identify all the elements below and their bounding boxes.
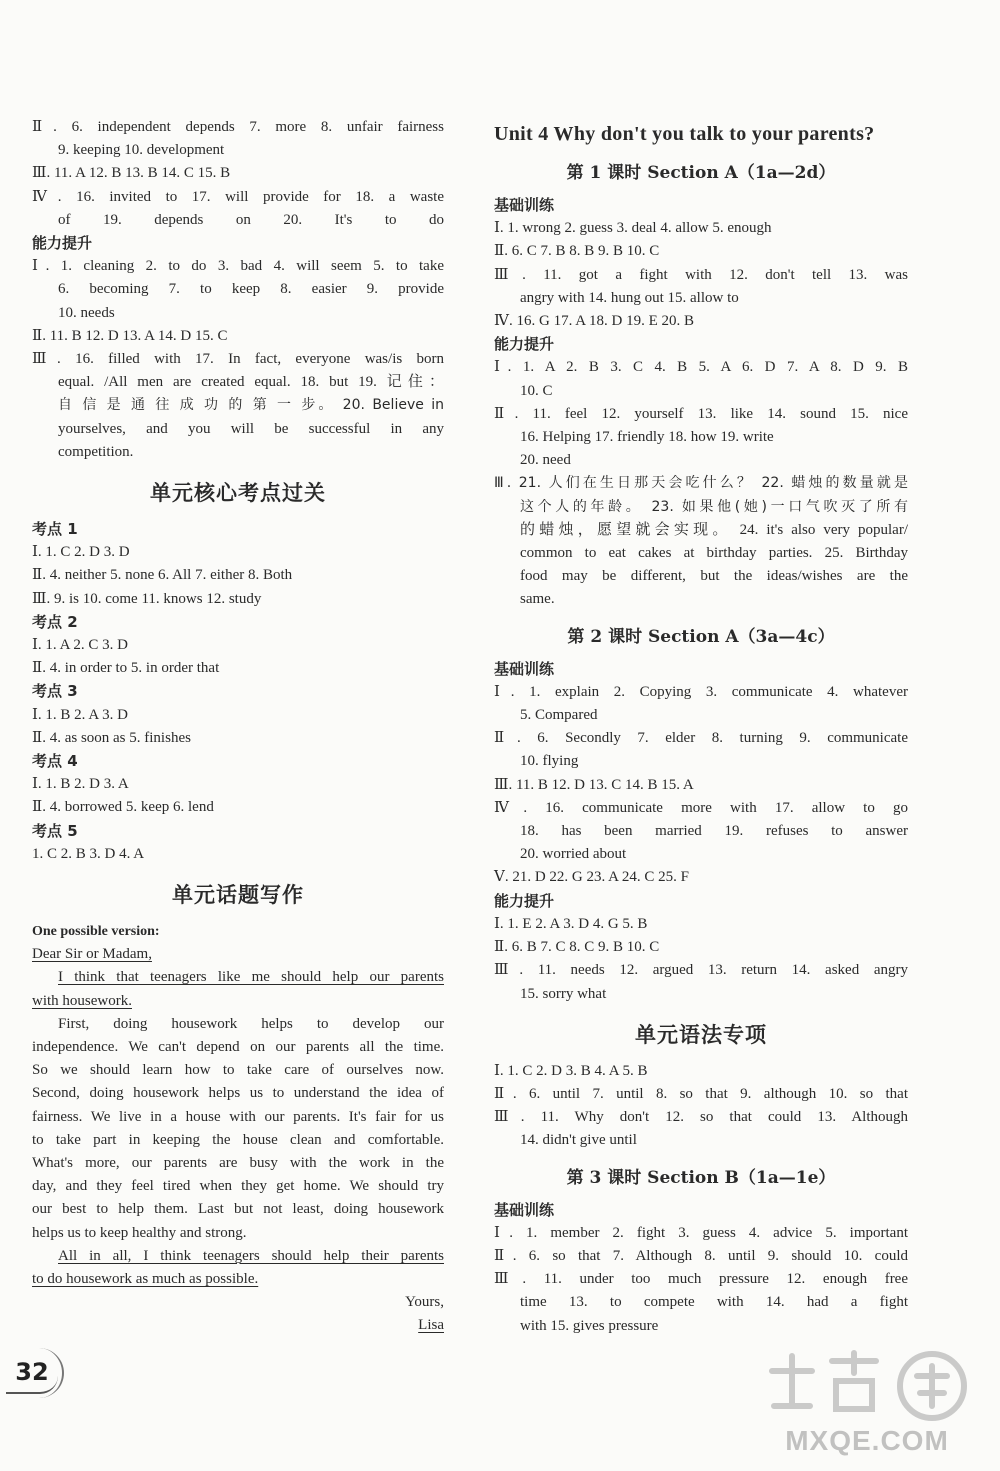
kaodian-label: 考点 1 bbox=[32, 520, 78, 539]
answer-line: 9. keeping 10. development bbox=[58, 142, 225, 159]
answer-line: Ⅲ. 11. B 12. D 13. C 14. B 15. A bbox=[494, 776, 694, 793]
answer-line: Ⅲ. 9. is 10. come 11. knows 12. study bbox=[32, 590, 262, 607]
answer-line: Ⅱ. 6. C 7. B 8. B 9. B 10. C bbox=[494, 243, 660, 260]
answer-line: 6. becoming 7. to keep 8. easier 9. provide bbox=[58, 281, 444, 298]
answer-line: 10. flying bbox=[520, 753, 579, 770]
essay-line bbox=[32, 1268, 444, 1291]
answer-line: Ⅰ. 1. B 2. A 3. D bbox=[32, 706, 128, 723]
essay-line: First, doing housework helps to develop our bbox=[58, 1015, 444, 1032]
answer-line: Ⅱ. 6. until 7. until 8. so that 9. although 10. so that bbox=[494, 1085, 908, 1102]
answer-line: Ⅰ. 1. cleaning 2. to do 3. bad 4. will seem 5. to take bbox=[32, 258, 444, 275]
essay-line: to take part in keeping the house clean and comfortable. bbox=[32, 1131, 444, 1148]
answer-line: 15. sorry what bbox=[520, 985, 607, 1002]
answer-line: Ⅲ. 11. under too much pressure 12. enough free bbox=[494, 1271, 908, 1288]
essay-line: independence. We can't depend on our parents all the time. bbox=[32, 1038, 444, 1055]
answer-line: 1. C 2. B 3. D 4. A bbox=[32, 845, 145, 862]
section-heading-jichu: 基础训练 bbox=[494, 659, 555, 678]
essay-line-text: to do housework as much as possible. bbox=[32, 1270, 259, 1287]
answer-line: Ⅱ. 4. borrowed 5. keep 6. lend bbox=[32, 799, 214, 816]
essay-line: fairness. We live in a house with our parents. It's fair for us bbox=[32, 1108, 444, 1125]
answer-line: Ⅴ. 21. D 22. G 23. A 24. C 25. F bbox=[494, 869, 690, 886]
section-heading-jichu: 基础训练 bbox=[494, 196, 555, 214]
answer-line: Ⅱ. 11. B 12. D 13. A 14. D 15. C bbox=[32, 327, 228, 344]
section-title-topic-writing: 单元话题写作 bbox=[172, 883, 304, 908]
answer-line: food may be different, but the ideas/wishes are the bbox=[520, 568, 908, 585]
answer-line: yourselves, and you will be successful in any bbox=[58, 420, 444, 437]
answer-line: 14. didn't give until bbox=[520, 1132, 637, 1149]
page-number: 32 bbox=[6, 1352, 58, 1394]
watermark bbox=[752, 1341, 982, 1461]
answers-block-1 bbox=[32, 116, 444, 232]
essay-line: So we should learn how to take care of ourselves now. bbox=[32, 1062, 444, 1079]
answer-line: 这个人的年龄。 23. 如果他(她)一口气吹灭了所有 bbox=[520, 498, 908, 515]
essay-line-text: with housework. bbox=[32, 992, 132, 1009]
kaodian-label: 考点 2 bbox=[32, 612, 78, 631]
answer-line: Ⅰ. 1. E 2. A 3. D 4. G 5. B bbox=[494, 915, 648, 932]
section-title-core-points: 单元核心考点过关 bbox=[150, 481, 326, 506]
right-column bbox=[494, 116, 908, 1338]
answer-line: Ⅰ. 1. A 2. C 3. D bbox=[32, 637, 128, 654]
answers-block-2 bbox=[32, 255, 444, 464]
essay-line: day, and they feel tired when they get home. We should try bbox=[32, 1178, 444, 1195]
answer-line: Ⅲ. 16. filled with 17. In fact, everyone was/is born bbox=[32, 351, 444, 368]
answer-line: Ⅰ. 1. wrong 2. guess 3. deal 4. allow 5. enough bbox=[494, 220, 772, 237]
answer-line: time 13. to compete with 14. had a fight bbox=[520, 1294, 908, 1311]
answer-line: Ⅰ. 1. A 2. B 3. C 4. B 5. A 6. D 7. A 8. D 9. B bbox=[494, 359, 908, 376]
kaodian-label: 考点 5 bbox=[32, 821, 78, 840]
answer-line: Ⅲ. 11. got a fight with 12. don't tell 13. was bbox=[494, 266, 908, 283]
answer-line: Ⅳ. 16. invited to 17. will provide for 18. a waste bbox=[32, 188, 444, 205]
answer-line: Ⅰ. 1. B 2. D 3. A bbox=[32, 776, 129, 793]
answer-line: competition. bbox=[58, 443, 134, 460]
answer-line: common to eat cakes at birthday parties. 25. Birthday bbox=[520, 545, 908, 562]
essay-line: Second, doing housework helps us to understand the idea of bbox=[32, 1085, 444, 1102]
section-heading-nengli: 能力提升 bbox=[494, 891, 555, 910]
answer-line: angry with 14. hung out 15. allow to bbox=[520, 289, 739, 306]
essay-signature bbox=[32, 1314, 444, 1337]
answer-line: same. bbox=[520, 591, 555, 608]
section-heading-jichu: 基础训练 bbox=[494, 1200, 555, 1219]
answer-line: 5. Compared bbox=[520, 707, 598, 724]
answer-line: Ⅰ. 1. C 2. D 3. D bbox=[32, 544, 130, 561]
unit-title: Unit 4 Why don't you talk to your parents? bbox=[494, 123, 875, 145]
answer-line: Ⅰ. 1. member 2. fight 3. guess 4. advice 5. important bbox=[494, 1224, 908, 1241]
lesson-title: 第 2 课时 Section A（3a—4c） bbox=[567, 626, 835, 647]
answer-line: 10. C bbox=[520, 382, 553, 399]
lesson-title: 第 3 课时 Section B（1a—1e） bbox=[566, 1167, 836, 1188]
essay-closing: Yours, bbox=[405, 1294, 444, 1311]
lesson-title: 第 1 课时 Section A（1a—2d） bbox=[566, 163, 836, 183]
answer-line: Ⅱ. 4. neither 5. none 6. All 7. either 8. Both bbox=[32, 567, 293, 584]
answer-line: Ⅱ. 11. feel 12. yourself 13. like 14. sound 15. nice bbox=[494, 405, 908, 422]
answer-line: 20. need bbox=[520, 452, 571, 469]
answer-line: Ⅲ. 11. A 12. B 13. B 14. C 15. B bbox=[32, 165, 231, 182]
essay-line: our best to help them. Last but not least, doing housework bbox=[32, 1201, 444, 1218]
answer-line: Ⅰ. 1. C 2. D 3. B 4. A 5. B bbox=[494, 1062, 648, 1079]
section-title-grammar: 单元语法专项 bbox=[635, 1022, 767, 1047]
answer-line: Ⅱ. 4. in order to 5. in order that bbox=[32, 660, 220, 677]
essay-line: What's more, our parents are busy with the work in the bbox=[32, 1154, 444, 1171]
answer-line: Ⅲ. 11. needs 12. argued 13. return 14. asked angry bbox=[494, 962, 908, 979]
answer-line: Ⅱ. 6. B 7. C 8. C 9. B 10. C bbox=[494, 939, 660, 956]
watermark-text: MXQE.COM bbox=[785, 1425, 949, 1456]
answer-line: equal. /All men are created equal. 18. but 19. 记住： bbox=[58, 374, 444, 391]
answer-line: Ⅲ. 11. Why don't 12. so that could 13. Although bbox=[494, 1109, 908, 1126]
essay-line: I think that teenagers like me should help our parents bbox=[58, 969, 444, 986]
answer-line: Ⅲ. 21. 人们在生日那天会吃什么？ 22. 蜡烛的数量就是 bbox=[494, 475, 908, 492]
answer-line: Ⅱ. 6. Secondly 7. elder 8. turning 9. communicate bbox=[494, 730, 908, 747]
signature-text: Lisa bbox=[418, 1317, 444, 1334]
kaodian-label: 考点 4 bbox=[32, 752, 78, 771]
answer-line: Ⅱ. 4. as soon as 5. finishes bbox=[32, 729, 191, 746]
answer-line: Ⅳ. 16. G 17. A 18. D 19. E 20. B bbox=[494, 313, 694, 330]
left-column bbox=[32, 116, 444, 1338]
answer-line: 18. has been married 19. refuses to answer bbox=[520, 823, 908, 840]
answer-line: Ⅳ. 16. communicate more with 17. allow to go bbox=[494, 799, 908, 816]
essay-salutation bbox=[32, 943, 444, 966]
salutation-text: Dear Sir or Madam, bbox=[32, 946, 152, 963]
answer-line: 10. needs bbox=[58, 304, 115, 321]
essay-line bbox=[32, 990, 444, 1013]
answer-line: Ⅱ. 6. independent depends 7. more 8. unfair fairness bbox=[32, 119, 444, 135]
essay-line: helps us to keep healthy and strong. bbox=[32, 1224, 247, 1241]
sample-version-label: One possible version: bbox=[32, 924, 160, 940]
kaodian-label: 考点 3 bbox=[32, 682, 78, 701]
answer-line: 自 信 是 通 往 成 功 的 第 一 步。 20. Believe in bbox=[58, 397, 444, 414]
answer-line: 20. worried about bbox=[520, 846, 627, 863]
answer-line: Ⅰ. 1. explain 2. Copying 3. communicate 4. whatever bbox=[494, 683, 908, 700]
watermark-logo-icon bbox=[752, 1341, 982, 1431]
answer-line: 16. Helping 17. friendly 18. how 19. write bbox=[520, 429, 774, 446]
answer-line: of 19. depends on 20. It's to do bbox=[58, 211, 444, 228]
answer-line: with 15. gives pressure bbox=[520, 1317, 659, 1334]
answer-line: 的蜡烛，愿望就会实现。 24. it's also very popular/ bbox=[520, 521, 908, 538]
section-heading-nengli: 能力提升 bbox=[32, 234, 93, 253]
essay-line: All in all, I think teenagers should help their parents bbox=[58, 1247, 444, 1264]
section-heading-nengli: 能力提升 bbox=[494, 335, 555, 354]
answer-line: Ⅱ. 6. so that 7. Although 8. until 9. should 10. could bbox=[494, 1247, 908, 1264]
essay bbox=[32, 943, 444, 1337]
